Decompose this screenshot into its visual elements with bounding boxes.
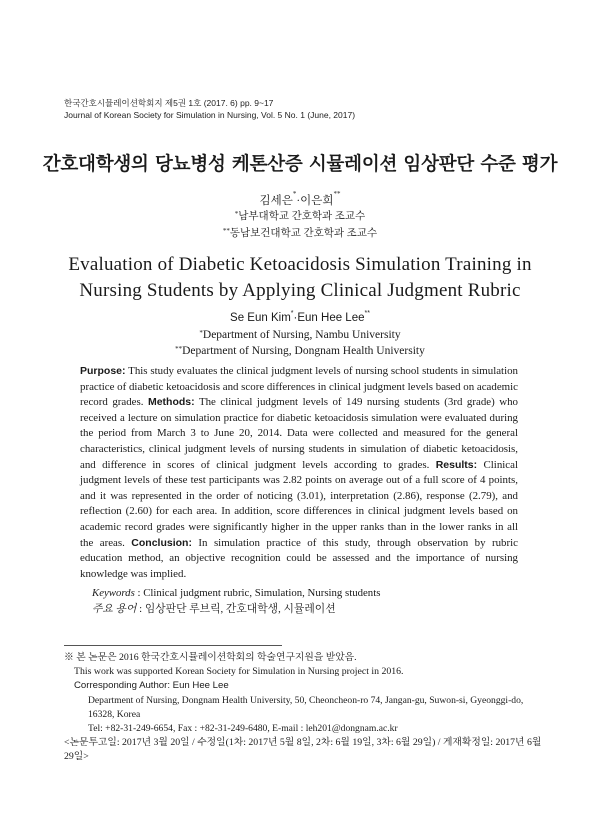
corresponding-contact: Tel: +82-31-249-6654, Fax : +82-31-249-6480, E-mail : leh201@dongnam.ac.kr bbox=[88, 723, 398, 735]
affiliation bbox=[0, 225, 600, 242]
funding-note-korean: ※ 본 논문은 2016 한국간호시뮬레이션학회의 학술연구지원을 받았음. bbox=[64, 652, 357, 663]
affiliation-mark: ** bbox=[222, 227, 230, 235]
submission-dates: <논문투고일: 2017년 3월 20일 / 수정일(1차: 2017년 5월 8일, 2차: 6월 19일, 3차: 6월 29일) / 게재확정일: 2017년 6월 29일> bbox=[64, 737, 542, 763]
title-english-line: Evaluation of Diabetic Ketoacidosis Simulation Training in bbox=[68, 254, 532, 275]
affiliation bbox=[0, 343, 600, 359]
corresponding-label: Corresponding Author: bbox=[74, 680, 170, 692]
author-mark: ** bbox=[364, 310, 370, 317]
affiliation-mark: * bbox=[199, 329, 203, 337]
title-korean: 간호대학생의 당뇨병성 케톤산증 시뮬레이션 임상판단 수준 평가 bbox=[42, 154, 558, 175]
keywords-english bbox=[92, 585, 380, 601]
affiliation bbox=[0, 327, 600, 343]
journal-citation-ko: 한국간호시뮬레이션학회지 제5권 1호 (2017. 6) pp. 9~17 bbox=[64, 98, 274, 108]
corresponding-name: Eun Hee Lee bbox=[170, 680, 229, 692]
results-label: Results: bbox=[435, 458, 478, 471]
methods-label: Methods: bbox=[147, 396, 195, 409]
conclusion-text: In simulation practice of this study, through observation by rubric education method, an objective recognition could be assessed and the importance of nursing knowledge was implied. bbox=[80, 536, 518, 580]
keywords-korean bbox=[92, 601, 380, 617]
author-mark: * bbox=[292, 190, 297, 198]
keywords-label: Keywords bbox=[92, 587, 135, 599]
purpose-text: This study evaluates the clinical judgment levels of nursing school students in simulation practice of diabetic ketoacidosis and score differences in clinical judgment levels based on academic record grades. bbox=[80, 365, 518, 409]
author-name: 김세은 bbox=[259, 195, 293, 207]
keywords-text: : Clinical judgment rubric, Simulation, Nursing students bbox=[134, 587, 381, 599]
title-english bbox=[0, 252, 600, 304]
title-english-line: Nursing Students by Applying Clinical Judgment Rubric bbox=[79, 280, 521, 301]
keywords-label: 주요 용어 bbox=[92, 603, 137, 615]
results-text: Clinical judgment levels of these test participants was 2.82 points on average out of a full score of 4 points, and it was represented in the order of noticing (3.01), interpretation (2.86), response (2.79), and reflection (2.60) for each area. In addition, score differences in clinical judgment levels based on academic record grades were significantly higher in the upper ranks than in the lower ranks in all the areas. bbox=[80, 458, 518, 549]
author-name: Eun Hee Lee bbox=[297, 312, 365, 324]
corresponding-author bbox=[64, 679, 544, 693]
abstract bbox=[80, 364, 518, 582]
author-name: Se Eun Kim bbox=[230, 312, 291, 324]
corresponding-address: Department of Nursing, Dongnam Health University, 50, Cheoncheon-ro 74, Jangan-gu, Suwon-si, Gyeonggi-do, 16328, Korea bbox=[88, 694, 524, 720]
keywords-text: : 임상판단 루브릭, 간호대학생, 시뮬레이션 bbox=[136, 603, 336, 615]
author-separator: · bbox=[293, 312, 298, 324]
footnotes bbox=[64, 651, 544, 765]
authors-korean bbox=[0, 192, 600, 208]
purpose-label: Purpose: bbox=[80, 365, 126, 377]
footnote-divider bbox=[64, 645, 282, 646]
affiliation-mark: * bbox=[234, 210, 239, 218]
affiliation-text: Department of Nursing, Dongnam Health University bbox=[182, 345, 425, 357]
author-mark: ** bbox=[333, 190, 341, 198]
author-name: 이은희 bbox=[300, 195, 334, 207]
methods-text: The clinical judgment levels of 149 nursing students (3rd grade) who received a lecture on simulation practice for diabetic ketoacidosis simulation were evaluated during the period from March 3 to June 20, 2014. Data were collected and measured for the general characteristics, clinical judgment levels of nursing students in simulation of diabetic ketoacidosis, and difference in scores of clinical judgment levels according to grades. bbox=[80, 396, 518, 471]
keywords bbox=[92, 585, 380, 617]
affiliation-text: 남부대학교 간호학과 조교수 bbox=[238, 211, 366, 222]
affiliations-korean bbox=[0, 208, 600, 242]
journal-header bbox=[64, 97, 355, 121]
authors-english bbox=[0, 312, 600, 324]
affiliation-text: 동남보건대학교 간호학과 조교수 bbox=[229, 228, 378, 239]
affiliations-english bbox=[0, 327, 600, 359]
affiliation bbox=[0, 208, 600, 225]
affiliation-text: Department of Nursing, Nambu University bbox=[202, 329, 401, 341]
author-mark: * bbox=[290, 310, 294, 317]
author-separator: · bbox=[296, 195, 301, 207]
conclusion-label: Conclusion: bbox=[131, 536, 192, 549]
affiliation-mark: ** bbox=[175, 345, 183, 353]
funding-note-english: This work was supported Korean Society for Simulation in Nursing project in 2016. bbox=[74, 666, 404, 678]
journal-citation-en: Journal of Korean Society for Simulation in Nursing, Vol. 5 No. 1 (June, 2017) bbox=[64, 110, 356, 120]
